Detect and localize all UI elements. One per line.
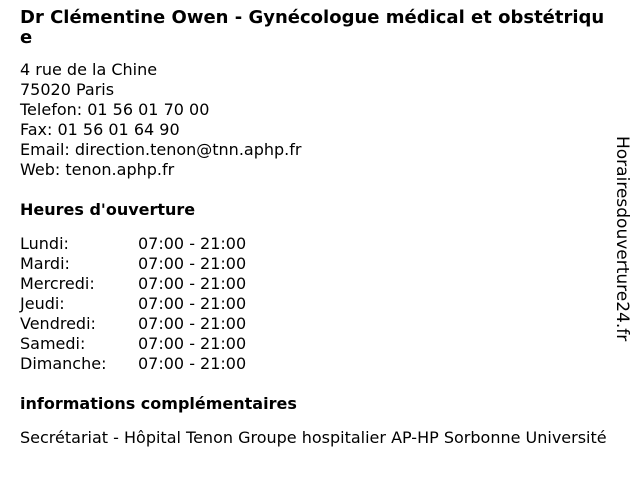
time-range: 07:00 - 21:00 bbox=[138, 274, 247, 293]
site-watermark-label[interactable] bbox=[612, 136, 632, 346]
time-range: 07:00 - 21:00 bbox=[138, 234, 247, 253]
day-label: Lundi: bbox=[20, 234, 69, 253]
hours-row-thursday bbox=[20, 294, 612, 314]
city-postcode: 75020 Paris bbox=[20, 80, 115, 99]
day-label: Samedi: bbox=[20, 334, 86, 353]
time-range: 07:00 - 21:00 bbox=[138, 354, 247, 373]
hours-row-saturday bbox=[20, 334, 612, 354]
fax-number: Fax: 01 56 01 64 90 bbox=[20, 120, 180, 139]
time-range: 07:00 - 21:00 bbox=[138, 334, 247, 353]
day-label: Jeudi: bbox=[20, 294, 65, 313]
email-address[interactable]: Email: direction.tenon@tnn.aphp.fr bbox=[20, 140, 302, 159]
time-range: 07:00 - 21:00 bbox=[138, 294, 247, 313]
time-range: 07:00 - 21:00 bbox=[138, 254, 247, 273]
day-label: Dimanche: bbox=[20, 354, 107, 373]
opening-hours-heading: Heures d'ouverture bbox=[20, 200, 196, 219]
street-address: 4 rue de la Chine bbox=[20, 60, 158, 79]
hours-row-tuesday bbox=[20, 254, 612, 274]
phone-number[interactable]: Telefon: 01 56 01 70 00 bbox=[20, 100, 210, 119]
additional-info-heading: informations complémentaires bbox=[20, 394, 297, 413]
hours-row-monday bbox=[20, 234, 612, 254]
additional-info-text: Secrétariat - Hôpital Tenon Groupe hospitalier AP-HP Sorbonne Université bbox=[20, 428, 607, 447]
time-range: 07:00 - 21:00 bbox=[138, 314, 247, 333]
website-link[interactable]: Web: tenon.aphp.fr bbox=[20, 160, 175, 179]
hours-row-friday bbox=[20, 314, 612, 334]
day-label: Mardi: bbox=[20, 254, 70, 273]
business-listing bbox=[20, 8, 612, 448]
day-label: Mercredi: bbox=[20, 274, 95, 293]
hours-row-wednesday bbox=[20, 274, 612, 294]
opening-hours-table bbox=[20, 234, 612, 374]
contact-details bbox=[20, 60, 612, 180]
site-watermark-link[interactable]: Horairesdouverture24.fr bbox=[612, 136, 632, 342]
day-label: Vendredi: bbox=[20, 314, 96, 333]
hours-row-sunday bbox=[20, 354, 612, 374]
page-title: Dr Clémentine Owen - Gynécologue médical et obstétrique bbox=[20, 7, 605, 48]
